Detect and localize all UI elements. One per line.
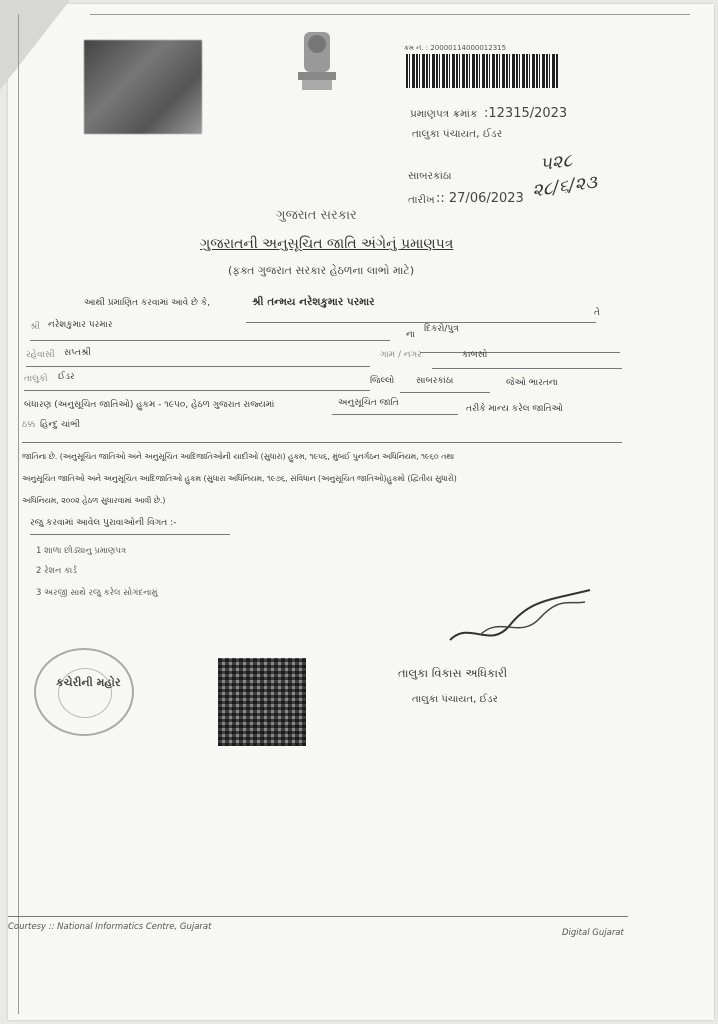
officer-title: તાલુકા વિકાસ અધિકારી xyxy=(398,666,508,680)
handwritten-date: ૨૮/૬/૨૩ xyxy=(530,171,599,202)
handwritten-number: ૫૨૮ xyxy=(538,149,574,176)
relation: દિકરો/પુત્ર xyxy=(424,324,459,334)
documents-title: રજુ કરવામાં આવેલ પુરાવાઓની વિગત :- xyxy=(30,518,177,528)
issue-date: :: 27/06/2023 xyxy=(436,191,524,206)
caste-prefix: ઠક્ક xyxy=(22,420,36,430)
caste-underline xyxy=(22,442,622,443)
officer-office: તાલુકા પંચાયત, ઈડર xyxy=(412,694,498,705)
certify-text: આથી પ્રમાણિત કરવામાં આવે છે કે, xyxy=(84,298,211,308)
top-border-line xyxy=(90,14,690,15)
taluka-underline xyxy=(24,390,370,391)
issuing-office: તાલુકા પંચાયત, ઈડર xyxy=(412,128,503,140)
certificate-title: ગુજરાતની અનુસૂચિત જાતિ અંગેનું પ્રમાણપત્ર xyxy=(200,236,454,252)
village-prefix: ગામ / નગર xyxy=(380,350,422,360)
village: કાબસો xyxy=(462,350,488,360)
document-item-3: 3 અરજી સાથે રજુ કરેલ સોગંદનામું xyxy=(36,588,158,598)
certificate-number-label: પ્રમાણપત્ર ક્રમાંક xyxy=(410,108,478,120)
line4-suffix: જેઓ ભારતના xyxy=(506,378,558,388)
relation-prefix: ના xyxy=(406,330,415,340)
district-underline xyxy=(400,392,490,393)
footer-line xyxy=(8,916,628,917)
legal-para-line-3: અધિનિયમ, ૨૦૦૨ હેઠળ સુધારવામાં આવી છે.) xyxy=(22,496,166,505)
legal-para-line-2: અનુસૂચિત જાતિઓ અને અનુસૂચિત આદિજાતિઓ હુકમ (સુધારા અધિનિયમ, ૧૯૭૬, સંવિધાન (અનુસૂચિત જાતિઓ)હુકમો (દ્વિતીય સુધારો) xyxy=(22,474,457,483)
order-text: બંધારણ (અનુસૂચિત જાતિઓ) હુકમ - ૧૯૫૦, હેઠળ ગુજરાત રાજ્યમાં xyxy=(24,400,275,410)
district: સાબરકાંઠા xyxy=(416,376,454,386)
folded-corner xyxy=(0,0,70,90)
document-item-2: 2 રેશન કાર્ડ xyxy=(36,566,77,576)
father-underline xyxy=(30,340,390,341)
barcode-number: ક્રમ નં. : 20000114000012315 xyxy=(404,44,507,52)
certificate-number: :12315/2023 xyxy=(484,106,568,121)
residence-underline xyxy=(26,366,370,367)
document-item-1: 1 શાળા છોડ્યાનુ પ્રમાણપત્ર xyxy=(36,546,127,556)
taluka: ઈડર xyxy=(58,372,75,382)
caste: હિન્દુ ચાંભી xyxy=(40,420,81,430)
government-title: ગુજરાત સરકાર xyxy=(276,208,357,223)
father-prefix: શ્રી xyxy=(30,322,40,332)
line5-suffix: તરીકે માન્ય કરેલ જાતિઓ xyxy=(466,404,563,414)
date-label: તારીખ xyxy=(408,194,435,206)
line1-suffix: તે xyxy=(594,308,600,318)
residence: સપ્તશ્રી xyxy=(64,348,91,358)
certificate-page xyxy=(8,4,714,1020)
documents-title-underline xyxy=(30,534,230,535)
relation-underline xyxy=(420,352,620,353)
category: અનુસૂચિત જાતિ xyxy=(338,398,399,408)
name-underline xyxy=(246,322,596,323)
applicant-photo xyxy=(84,40,202,134)
taluka-prefix: તાલુકો xyxy=(24,374,48,384)
qr-code xyxy=(218,658,306,746)
category-underline xyxy=(332,414,458,415)
barcode xyxy=(406,54,558,88)
seal-label: કચેરીની મહોર xyxy=(56,676,121,689)
applicant-name: શ્રી તન્મય નરેશકુમાર પરમાર xyxy=(252,296,375,308)
officer-signature xyxy=(440,580,600,660)
certificate-subtitle: (ફક્ત ગુજરાત સરકાર હેઠળના લાભો માટે) xyxy=(228,264,415,277)
courtesy-text: Courtesy :: National Informatics Centre, Gujarat xyxy=(8,922,212,932)
legal-para-line-1: જાતિના છે. (અનુસૂચિત જાતિઓ અને અનુસૂચિત આદિજાતિઓની યાદીઓ (સુધારા) હુકમ, ૧૯૫૬, મુંબઈ પુનર્ગઠન અધિનિયમ, ૧૯૬૦ તથા xyxy=(22,452,455,461)
office-seal xyxy=(34,648,134,736)
village-underline xyxy=(432,368,622,369)
father-name: નરેશકુમાર પરમાર xyxy=(48,320,113,330)
national-emblem-icon xyxy=(284,28,350,114)
brand-text: Digital Gujarat xyxy=(562,928,624,938)
district-prefix: જિલ્લો xyxy=(370,376,395,386)
left-border-line xyxy=(18,14,19,1014)
residence-prefix: રહેવાસી xyxy=(26,350,55,360)
district-header: સાબરકાંઠા xyxy=(408,170,452,182)
